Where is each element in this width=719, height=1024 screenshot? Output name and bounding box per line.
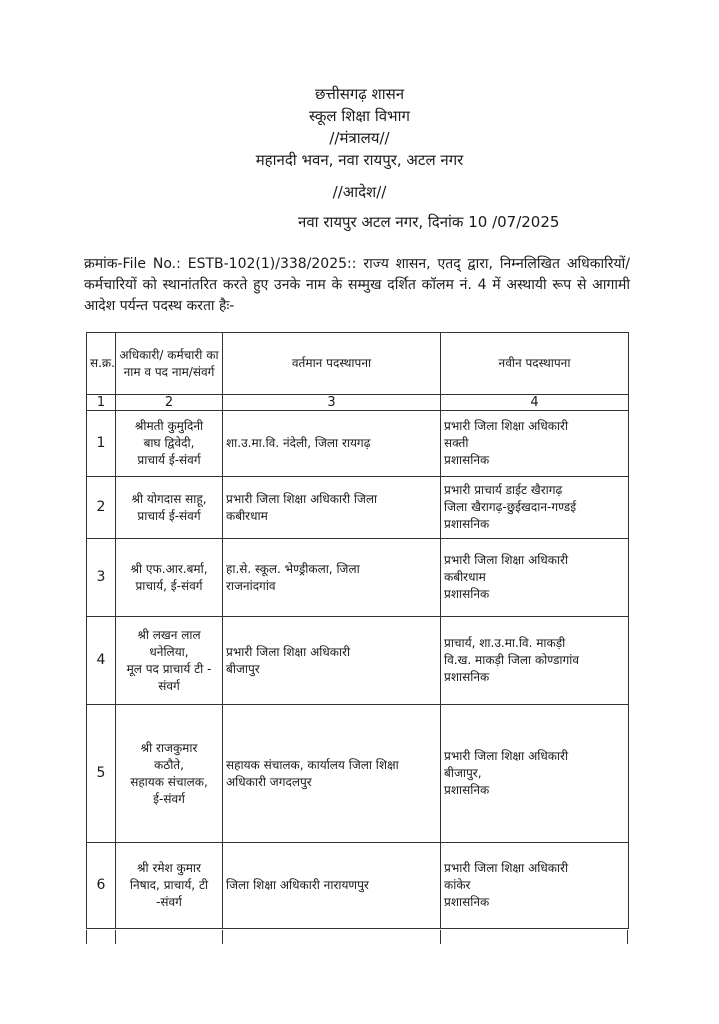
table-row bbox=[87, 843, 629, 929]
table-row bbox=[87, 617, 629, 705]
cell-sno: 1 bbox=[87, 411, 116, 477]
cell-text-line: प्रभारी जिला शिक्षा अधिकारी bbox=[444, 861, 569, 875]
cell-text-line: प्रशासनिक bbox=[444, 670, 490, 684]
cell-text-line: बीजापुर, bbox=[444, 766, 482, 780]
cell-text-line: जिला शिक्षा अधिकारी नारायणपुर bbox=[226, 878, 369, 892]
cell-text-line: कबीरधाम bbox=[444, 570, 486, 584]
cell-new-posting bbox=[441, 539, 629, 617]
cell-name bbox=[116, 705, 223, 843]
header-new-posting: नवीन पदस्थापना bbox=[441, 333, 629, 395]
cell-text-line: श्री लखन लाल bbox=[137, 627, 201, 642]
cell-text-line: श्री एफ.आर.बर्मा, bbox=[130, 561, 208, 576]
order-intro-paragraph: क्रमांक-File No.: ESTB-102(1)/338/2025:: राज्य शासन, एतद् द्वारा, निम्नलिखित अधिकारियों/कर्मचारियों को स्थानांतरित करते हुए उनके नाम के सम्मुख दर्शित कॉलम नं. 4 में अस्थायी रूप से आगामी आदेश पर्यन्त पदस्थ करता हैः- bbox=[84, 256, 630, 314]
col-number: 3 bbox=[223, 395, 441, 411]
cell-text-line: प्रशासनिक bbox=[444, 453, 490, 467]
table-row bbox=[87, 411, 629, 477]
department-title: स्कूल शिक्षा विभाग bbox=[309, 107, 410, 125]
cell-name bbox=[116, 843, 223, 929]
cell-new-posting bbox=[441, 411, 629, 477]
cell-text-line: प्रभारी जिला शिक्षा अधिकारी bbox=[444, 419, 569, 433]
cell-text-line: शा.उ.मा.वि. नंदेली, जिला रायगढ़ bbox=[226, 436, 371, 450]
cell-text-line: प्रभारी जिला शिक्षा अधिकारी bbox=[444, 553, 569, 567]
cell-current-posting bbox=[223, 617, 441, 705]
table-row bbox=[87, 705, 629, 843]
cell-text-line: प्रशासनिक bbox=[444, 783, 490, 797]
cell-current-posting bbox=[223, 539, 441, 617]
cell-text-line: कठौते, bbox=[154, 757, 184, 772]
table-row bbox=[87, 539, 629, 617]
cell-text-line: प्राचार्य ई-संवर्ग bbox=[137, 453, 201, 467]
cell-sno: 2 bbox=[87, 477, 116, 539]
cell-text-line: प्रभारी जिला शिक्षा अधिकारी bbox=[444, 749, 569, 763]
cell-text-line: -संवर्ग bbox=[156, 895, 182, 909]
cell-text-line: हा.से. स्कूल. भेण्ड्रीकला, जिला bbox=[226, 561, 360, 576]
cell-text-line: श्री रमेश कुमार bbox=[137, 861, 201, 875]
cell-text-line: प्रशासनिक bbox=[444, 517, 490, 531]
cell-sno: 6 bbox=[87, 843, 116, 929]
cell-new-posting bbox=[441, 477, 629, 539]
cell-text-line: कांकेर bbox=[444, 878, 471, 892]
table-continuation bbox=[86, 930, 628, 944]
cell-current-posting bbox=[223, 411, 441, 477]
table-row bbox=[87, 477, 629, 539]
cell-text-line: मूल पद प्राचार्य टी - bbox=[126, 661, 212, 676]
header-sno: स.क्र. bbox=[87, 333, 116, 395]
cell-text-line: राजनांदगांव bbox=[226, 578, 276, 593]
cell-name bbox=[116, 411, 223, 477]
cell-text-line: बाघ द्विवेदी, bbox=[143, 436, 195, 450]
cell-text-line: प्रभारी प्राचार्य डाईट खैरागढ़ bbox=[444, 483, 563, 497]
cell-text-line: सहायक संचालक, कार्यालय जिला शिक्षा bbox=[226, 757, 399, 772]
cell-text-line: कबीरधाम bbox=[226, 508, 268, 523]
cell-text-line: प्रभारी जिला शिक्षा अधिकारी bbox=[226, 644, 351, 659]
cell-text-line: प्रशासनिक bbox=[444, 587, 490, 601]
cell-text-line: ई-संवर्ग bbox=[153, 791, 185, 806]
col-number: 2 bbox=[116, 395, 223, 411]
header-current-posting: वर्तमान पदस्थापना bbox=[223, 333, 441, 395]
cell-new-posting bbox=[441, 617, 629, 705]
cell-text-line: सहायक संचालक, bbox=[130, 774, 208, 789]
col-number: 4 bbox=[441, 395, 629, 411]
cell-text-line: सक्ती bbox=[444, 436, 469, 450]
cell-sno: 5 bbox=[87, 705, 116, 843]
table-header-row bbox=[87, 333, 629, 395]
column-number-row bbox=[87, 395, 629, 411]
cell-text-line: प्रभारी जिला शिक्षा अधिकारी जिला bbox=[226, 491, 378, 506]
order-title: //आदेश// bbox=[332, 183, 387, 201]
cell-new-posting bbox=[441, 705, 629, 843]
cell-text-line: प्राचार्य ई-संवर्ग bbox=[137, 508, 201, 523]
ministry-label: //मंत्रालय// bbox=[329, 129, 390, 147]
cell-text-line: श्रीमती कुमुदिनी bbox=[134, 419, 204, 433]
cell-sno: 3 bbox=[87, 539, 116, 617]
cell-text-line: धनेलिया, bbox=[149, 644, 189, 659]
col-number: 1 bbox=[87, 395, 116, 411]
cell-current-posting bbox=[223, 843, 441, 929]
cell-text-line: अधिकारी जगदलपुर bbox=[226, 774, 312, 789]
gov-title: छत्तीसगढ़ शासन bbox=[314, 85, 405, 103]
cell-text-line: बीजापुर bbox=[226, 661, 260, 676]
order-date-line: नवा रायपुर अटल नगर, दिनांक 10 /07/2025 bbox=[298, 213, 560, 231]
table-body bbox=[87, 411, 629, 929]
cell-sno: 4 bbox=[87, 617, 116, 705]
transfer-table bbox=[86, 332, 629, 929]
cell-name bbox=[116, 539, 223, 617]
cell-text-line: वि.ख. माकड़ी जिला कोण्डागांव bbox=[444, 653, 580, 667]
cell-new-posting bbox=[441, 843, 629, 929]
cell-text-line: निषाद, प्राचार्य, टी bbox=[129, 878, 209, 892]
cell-current-posting bbox=[223, 705, 441, 843]
cell-name bbox=[116, 617, 223, 705]
cell-text-line: प्रशासनिक bbox=[444, 895, 490, 909]
cell-name bbox=[116, 477, 223, 539]
cell-text-line: प्राचार्य, ई-संवर्ग bbox=[135, 578, 203, 593]
cell-current-posting bbox=[223, 477, 441, 539]
cell-text-line: प्राचार्य, शा.उ.मा.वि. माकड़ी bbox=[444, 636, 566, 650]
header-name: अधिकारी/ कर्मचारी का नाम व पद नाम/संवर्ग bbox=[116, 333, 223, 395]
cell-text-line: श्री राजकुमार bbox=[140, 740, 198, 755]
cell-text-line: जिला खैरागढ़-छुईखदान-गण्डई bbox=[444, 500, 577, 514]
cell-text-line: श्री योगदास साहू, bbox=[131, 491, 207, 506]
address-line: महानदी भवन, नवा रायपुर, अटल नगर bbox=[255, 151, 464, 169]
cell-text-line: संवर्ग bbox=[158, 678, 180, 693]
